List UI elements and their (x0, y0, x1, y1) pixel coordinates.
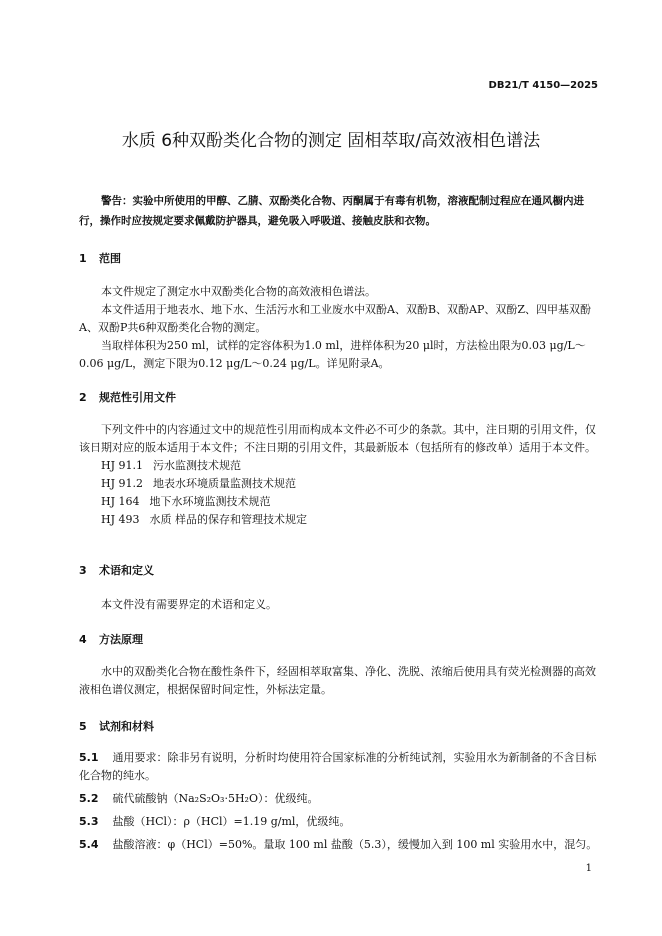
reference-title: 水质 样品的保存和管理技术规定 (149, 513, 307, 526)
section-3-body (79, 596, 599, 614)
section-title: 试剂和材料 (99, 720, 154, 733)
section-4-body (79, 663, 599, 699)
section-number: 3 (79, 564, 87, 577)
section-heading-4 (79, 631, 143, 647)
section-number: 2 (79, 391, 87, 404)
paragraph: 当取样体积为250 ml，试样的定容体积为1.0 ml，进样体积为20 μl时，方法检出限为0.03 μg/L～0.06 μg/L，测定下限为0.12 μg/L～0.24 μg/L。详见附录A。 (79, 339, 586, 370)
reference-item (79, 511, 599, 529)
reference-code: HJ 91.2 (101, 477, 143, 490)
paragraph: 下列文件中的内容通过文中的规范性引用而构成本文件必不可少的条款。其中，注日期的引用文件，仅该日期对应的版本适用于本文件；不注日期的引用文件，其最新版本（包括所有的修改单）适用于本文件。 (79, 423, 596, 454)
clause-item (79, 790, 599, 808)
section-2-body (79, 421, 599, 529)
reference-item (79, 475, 599, 493)
paragraph: 本文件没有需要界定的术语和定义。 (101, 598, 277, 611)
reference-item (79, 457, 599, 475)
clause-text: 硫代硫酸钠（Na₂S₂O₃·5H₂O）：优级纯。 (112, 792, 319, 805)
reference-code: HJ 91.1 (101, 459, 143, 472)
clause-text: 盐酸（HCl）：ρ（HCl）=1.19 g/ml，优级纯。 (112, 815, 351, 828)
section-number: 4 (79, 633, 87, 646)
reference-title: 地下水环境监测技术规范 (149, 495, 271, 508)
section-heading-2 (79, 389, 176, 405)
reference-code: HJ 164 (101, 495, 140, 508)
clause-item (79, 836, 599, 854)
clause-number: 5.2 (79, 792, 99, 805)
section-heading-5 (79, 718, 154, 734)
doc-number: DB21/T 4150—2025 (488, 80, 598, 91)
paragraph: 水中的双酚类化合物在酸性条件下，经固相萃取富集、净化、洗脱、浓缩后使用具有荧光检测器的高效液相色谱仪测定，根据保留时间定性，外标法定量。 (79, 665, 596, 696)
page-number: 1 (585, 863, 592, 874)
page-title: 水质 6种双酚类化合物的测定 固相萃取/高效液相色谱法 (121, 131, 541, 151)
section-number: 5 (79, 720, 87, 733)
paragraph: 本文件适用于地表水、地下水、生活污水和工业废水中双酚A、双酚B、双酚AP、双酚Z、四甲基双酚A、双酚P共6种双酚类化合物的测定。 (79, 303, 592, 334)
section-1-body (79, 283, 599, 373)
reference-code: HJ 493 (101, 513, 140, 526)
section-heading-3 (79, 562, 154, 578)
section-title: 术语和定义 (99, 564, 154, 577)
section-title: 方法原理 (99, 633, 143, 646)
reference-item (79, 493, 599, 511)
clause-text: 盐酸溶液：φ（HCl）=50%。量取 100 ml 盐酸（5.3），缓慢加入到 100 ml 实验用水中，混匀。 (112, 838, 598, 851)
section-title: 范围 (99, 252, 121, 265)
clause-number: 5.1 (79, 751, 99, 764)
reference-title: 地表水环境质量监测技术规范 (153, 477, 296, 490)
clause-number: 5.3 (79, 815, 99, 828)
paragraph: 本文件规定了测定水中双酚类化合物的高效液相色谱法。 (101, 285, 376, 298)
clause-number: 5.4 (79, 838, 99, 851)
section-title: 规范性引用文件 (99, 391, 176, 404)
section-heading-1 (79, 250, 121, 266)
clause-item (79, 749, 599, 785)
clause-text: 通用要求：除非另有说明，分析时均使用符合国家标准的分析纯试剂，实验用水为新制备的不含目标化合物的纯水。 (79, 751, 597, 782)
clause-item (79, 813, 599, 831)
reference-title: 污水监测技术规范 (153, 459, 241, 472)
section-number: 1 (79, 252, 87, 265)
warning-paragraph: 警告：实验中所使用的甲醇、乙腈、双酚类化合物、丙酮属于有毒有机物，溶液配制过程应在通风橱内进行，操作时应按规定要求佩戴防护器具，避免吸入呼吸道、接触皮肤和衣物。 (79, 195, 584, 227)
